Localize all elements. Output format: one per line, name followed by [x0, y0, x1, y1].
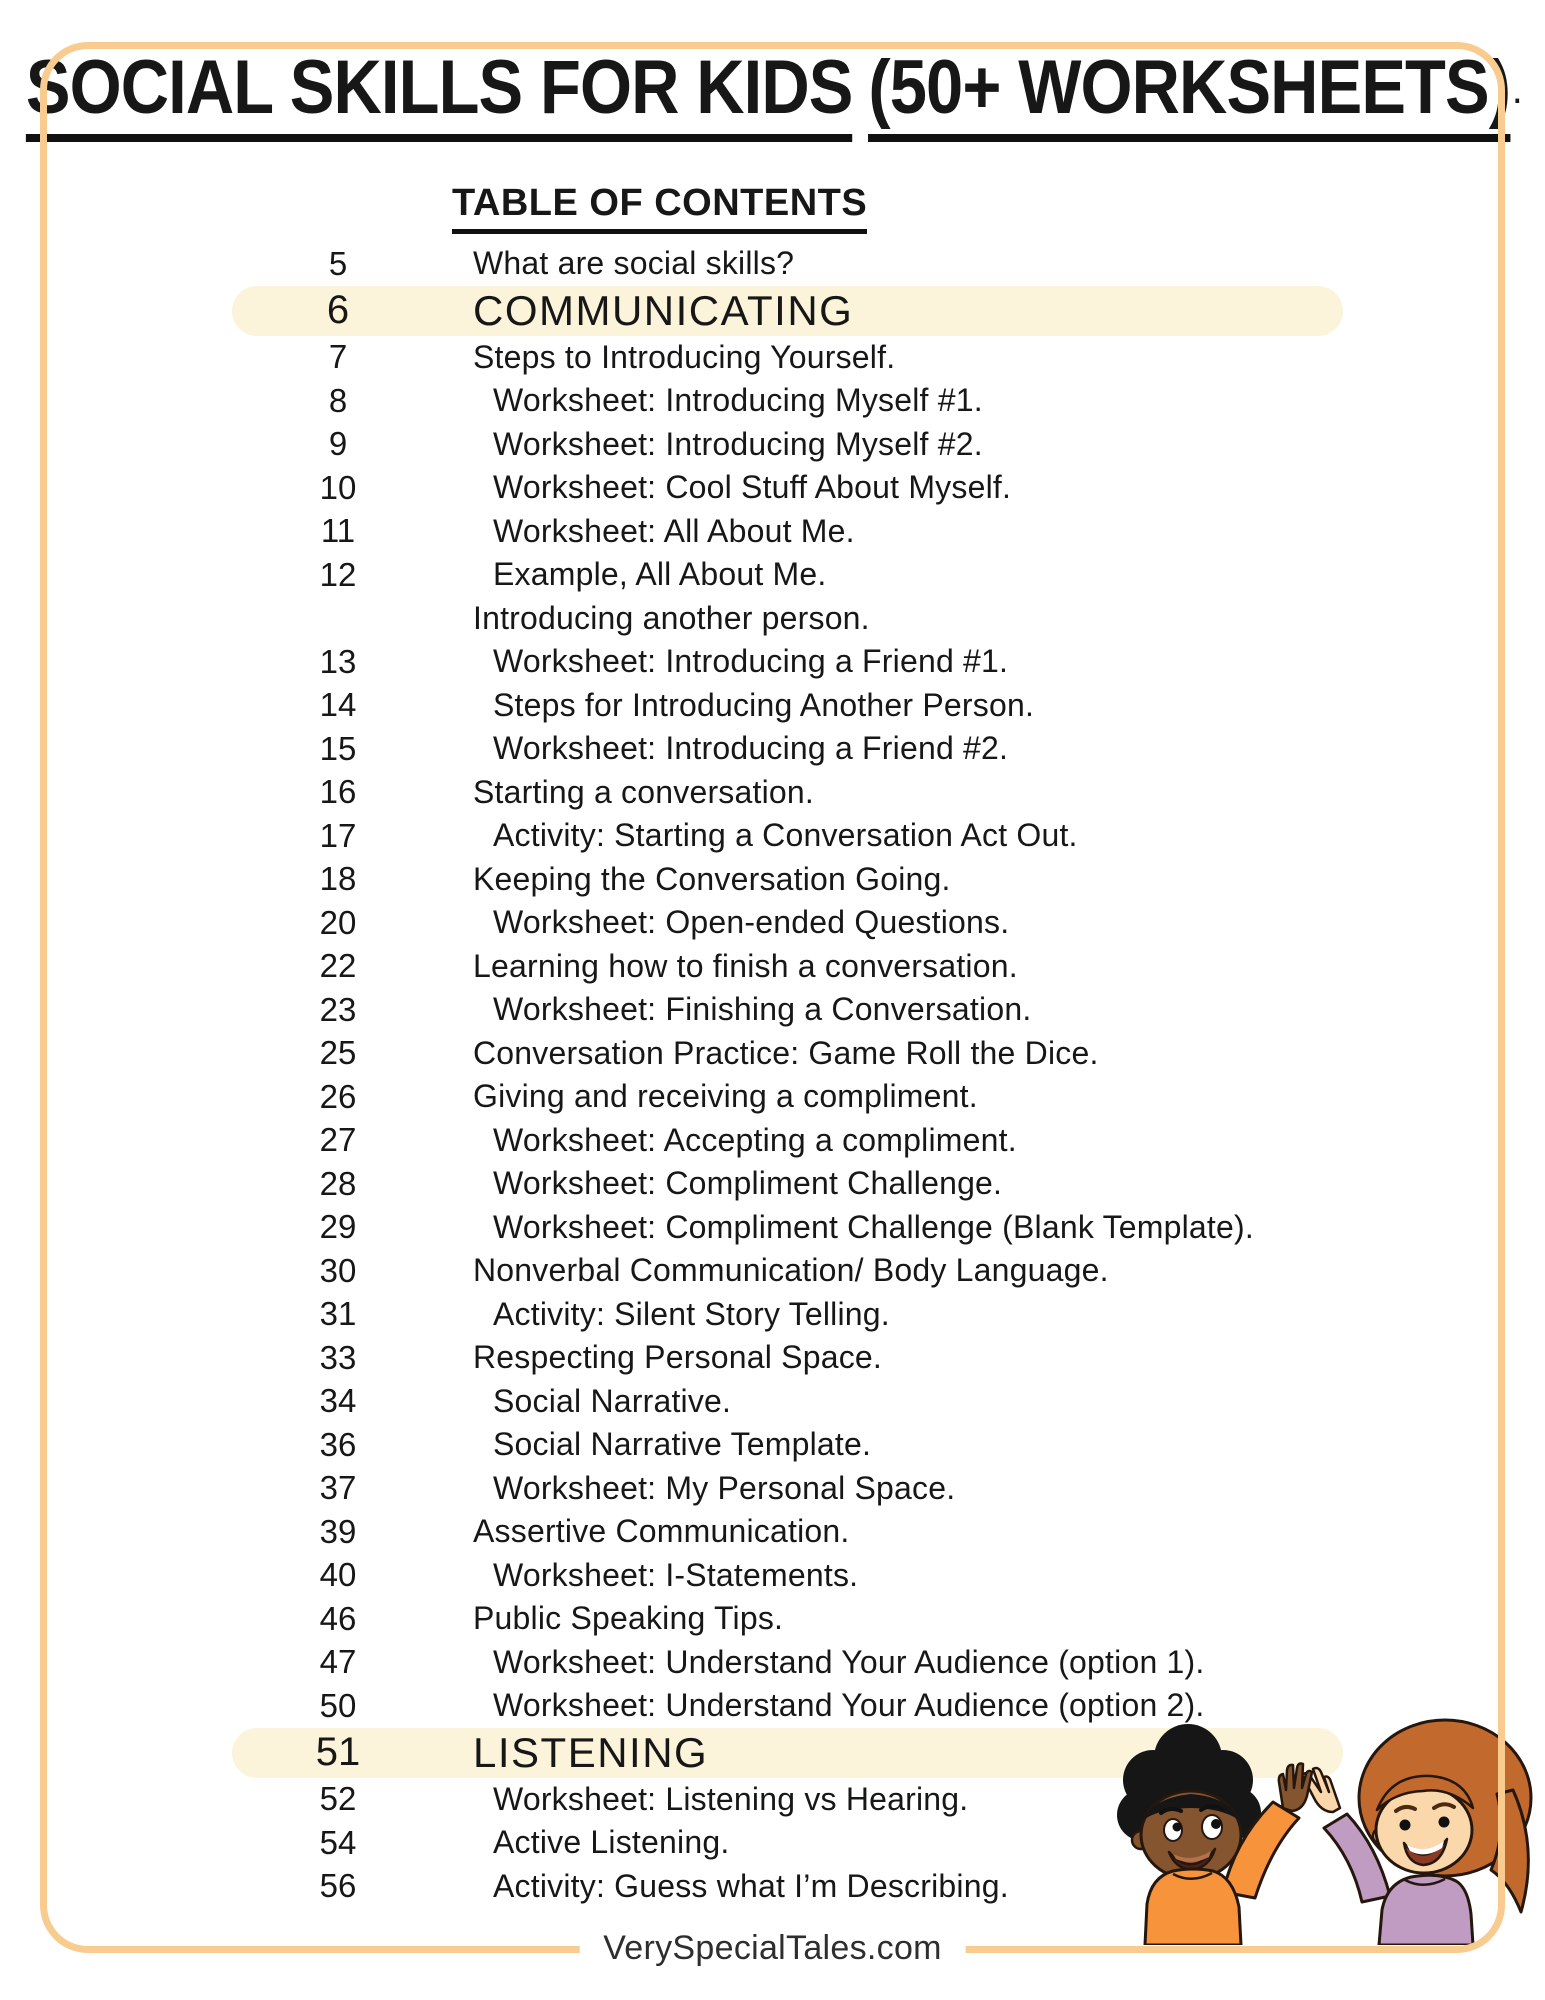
toc-entry-title: Example, All About Me. — [493, 556, 827, 593]
toc-entry-title: Worksheet: Finishing a Conversation. — [493, 991, 1032, 1028]
toc-entry-page-number: 50 — [319, 1686, 357, 1724]
boy-figure — [1117, 1724, 1312, 1945]
toc-entry-row-29 — [0, 1206, 1545, 1250]
toc-entry-page-number: 28 — [319, 1164, 357, 1202]
toc-entry-title: Worksheet: Introducing a Friend #1. — [493, 643, 1009, 680]
toc-entry-title: Keeping the Conversation Going. — [473, 860, 951, 897]
toc-entry-row-23 — [0, 988, 1545, 1032]
toc-entry-row-20 — [0, 901, 1545, 945]
toc-entry-row-unnumbered — [0, 597, 1545, 641]
toc-entry-title: Active Listening. — [493, 1824, 730, 1861]
toc-entry-title: COMMUNICATING — [473, 286, 854, 334]
toc-entry-page-number: 40 — [319, 1556, 357, 1594]
toc-entry-title: LISTENING — [473, 1728, 709, 1776]
toc-entry-title: Introducing another person. — [473, 599, 870, 636]
toc-entry-title: Nonverbal Communication/ Body Language. — [473, 1252, 1109, 1289]
toc-entry-title: Social Narrative Template. — [493, 1426, 872, 1463]
toc-entry-title: Conversation Practice: Game Roll the Dice. — [473, 1034, 1099, 1071]
toc-entry-row-28 — [0, 1162, 1545, 1206]
toc-entry-page-number: 52 — [319, 1780, 357, 1818]
toc-entry-row-6 — [0, 286, 1545, 336]
toc-heading: TABLE OF CONTENTS — [452, 182, 867, 234]
toc-entry-page-number: 13 — [319, 642, 357, 680]
toc-entry-row-15 — [0, 727, 1545, 771]
toc-entry-row-9 — [0, 423, 1545, 467]
toc-entry-title: Worksheet: My Personal Space. — [493, 1469, 956, 1506]
toc-entry-title: Starting a conversation. — [473, 773, 814, 810]
toc-entry-row-5 — [0, 242, 1545, 286]
toc-entry-row-46 — [0, 1597, 1545, 1641]
toc-entry-page-number: 23 — [319, 990, 357, 1028]
toc-entry-page-number: 9 — [328, 425, 348, 463]
toc-entry-title: Assertive Communication. — [473, 1513, 850, 1550]
toc-entry-list — [0, 242, 1545, 1908]
toc-entry-title: Worksheet: Compliment Challenge. — [493, 1165, 1003, 1202]
toc-entry-row-18 — [0, 858, 1545, 902]
toc-entry-row-37 — [0, 1467, 1545, 1511]
toc-entry-row-17 — [0, 814, 1545, 858]
toc-entry-title: Activity: Silent Story Telling. — [493, 1295, 890, 1332]
toc-entry-title: Steps for Introducing Another Person. — [493, 686, 1035, 723]
toc-entry-page-number: 25 — [319, 1034, 357, 1072]
toc-entry-title: Worksheet: Compliment Challenge (Blank Template). — [493, 1208, 1254, 1245]
toc-entry-row-34 — [0, 1380, 1545, 1424]
toc-entry-page-number: 10 — [319, 468, 357, 506]
toc-entry-page-number: 22 — [319, 947, 357, 985]
toc-entry-page-number: 7 — [328, 338, 348, 376]
toc-entry-title: Worksheet: Introducing a Friend #2. — [493, 730, 1009, 767]
toc-entry-row-22 — [0, 945, 1545, 989]
toc-entry-title: Worksheet: All About Me. — [493, 512, 855, 549]
toc-entry-row-10 — [0, 466, 1545, 510]
toc-entry-title: Activity: Starting a Conversation Act Out. — [493, 817, 1078, 854]
toc-entry-row-12 — [0, 553, 1545, 597]
toc-entry-page-number: 11 — [320, 512, 356, 550]
toc-entry-row-39 — [0, 1510, 1545, 1554]
toc-entry-page-number: 56 — [319, 1867, 357, 1905]
toc-entry-title: Social Narrative. — [493, 1382, 732, 1419]
toc-entry-page-number: 27 — [319, 1121, 357, 1159]
toc-entry-page-number: 31 — [319, 1295, 357, 1333]
toc-entry-row-7 — [0, 336, 1545, 380]
toc-entry-page-number: 51 — [315, 1730, 361, 1774]
toc-entry-title: Learning how to finish a conversation. — [473, 947, 1018, 984]
toc-entry-page-number: 12 — [319, 555, 357, 593]
toc-entry-page-number: 36 — [319, 1425, 357, 1463]
toc-entry-page-number: 47 — [319, 1643, 357, 1681]
girl-figure — [1302, 1720, 1531, 1945]
toc-entry-page-number: 6 — [326, 288, 350, 332]
toc-entry-page-number: 29 — [319, 1208, 357, 1246]
toc-entry-page-number: 20 — [319, 903, 357, 941]
toc-entry-title: Respecting Personal Space. — [473, 1339, 882, 1376]
toc-entry-row-25 — [0, 1032, 1545, 1076]
toc-entry-title: Worksheet: Open-ended Questions. — [493, 904, 1010, 941]
toc-entry-row-16 — [0, 771, 1545, 815]
page-title-part-2: (50+ WORKSHEETS) — [868, 46, 1510, 142]
toc-entry-page-number: 37 — [319, 1469, 357, 1507]
toc-entry-page-number: 8 — [328, 381, 348, 419]
toc-entry-page-number: 5 — [328, 244, 348, 282]
toc-entry-title: What are social skills? — [473, 245, 795, 282]
toc-entry-title: Activity: Guess what I’m Describing. — [493, 1867, 1009, 1904]
toc-entry-title: Worksheet: Listening vs Hearing. — [493, 1780, 969, 1817]
page-title-period: . — [1513, 77, 1520, 110]
toc-entry-row-11 — [0, 510, 1545, 554]
footer-site-name: VerySpecialTales.com — [579, 1926, 966, 1970]
toc-entry-row-33 — [0, 1336, 1545, 1380]
toc-entry-title: Giving and receiving a compliment. — [473, 1078, 978, 1115]
toc-entry-row-31 — [0, 1293, 1545, 1337]
toc-entry-title: Worksheet: Accepting a compliment. — [493, 1121, 1017, 1158]
page-title-part-1: SOCIAL SKILLS FOR KIDS — [25, 46, 852, 142]
toc-entry-row-14 — [0, 684, 1545, 728]
toc-entry-row-36 — [0, 1423, 1545, 1467]
toc-entry-row-47 — [0, 1641, 1545, 1685]
toc-entry-page-number: 33 — [319, 1338, 357, 1376]
toc-entry-row-27 — [0, 1119, 1545, 1163]
page-title — [25, 46, 1519, 142]
toc-entry-row-40 — [0, 1554, 1545, 1598]
toc-entry-title: Worksheet: Cool Stuff About Myself. — [493, 469, 1012, 506]
toc-entry-row-30 — [0, 1249, 1545, 1293]
toc-entry-title: Worksheet: Understand Your Audience (option 2). — [493, 1687, 1205, 1724]
toc-entry-title: Worksheet: I-Statements. — [493, 1556, 859, 1593]
toc-entry-row-8 — [0, 379, 1545, 423]
toc-entry-page-number: 46 — [319, 1599, 357, 1637]
toc-entry-page-number: 54 — [319, 1823, 357, 1861]
toc-entry-page-number: 15 — [319, 729, 357, 767]
toc-entry-title: Worksheet: Understand Your Audience (option 1). — [493, 1643, 1205, 1680]
toc-entry-page-number: 30 — [319, 1251, 357, 1289]
toc-entry-page-number: 14 — [319, 686, 357, 724]
toc-entry-page-number: 26 — [319, 1077, 357, 1115]
toc-entry-title: Worksheet: Introducing Myself #2. — [493, 425, 983, 462]
toc-entry-title: Steps to Introducing Yourself. — [473, 338, 896, 375]
toc-entry-page-number: 16 — [319, 773, 357, 811]
toc-entry-page-number: 17 — [319, 816, 357, 854]
toc-entry-page-number: 34 — [319, 1382, 357, 1420]
toc-entry-row-13 — [0, 640, 1545, 684]
kids-highfive-illustration — [1093, 1680, 1533, 1945]
toc-entry-title: Public Speaking Tips. — [473, 1600, 784, 1637]
toc-entry-page-number: 39 — [319, 1512, 357, 1550]
toc-entry-page-number: 18 — [319, 860, 357, 898]
toc-entry-row-26 — [0, 1075, 1545, 1119]
toc-entry-title: Worksheet: Introducing Myself #1. — [493, 382, 983, 419]
